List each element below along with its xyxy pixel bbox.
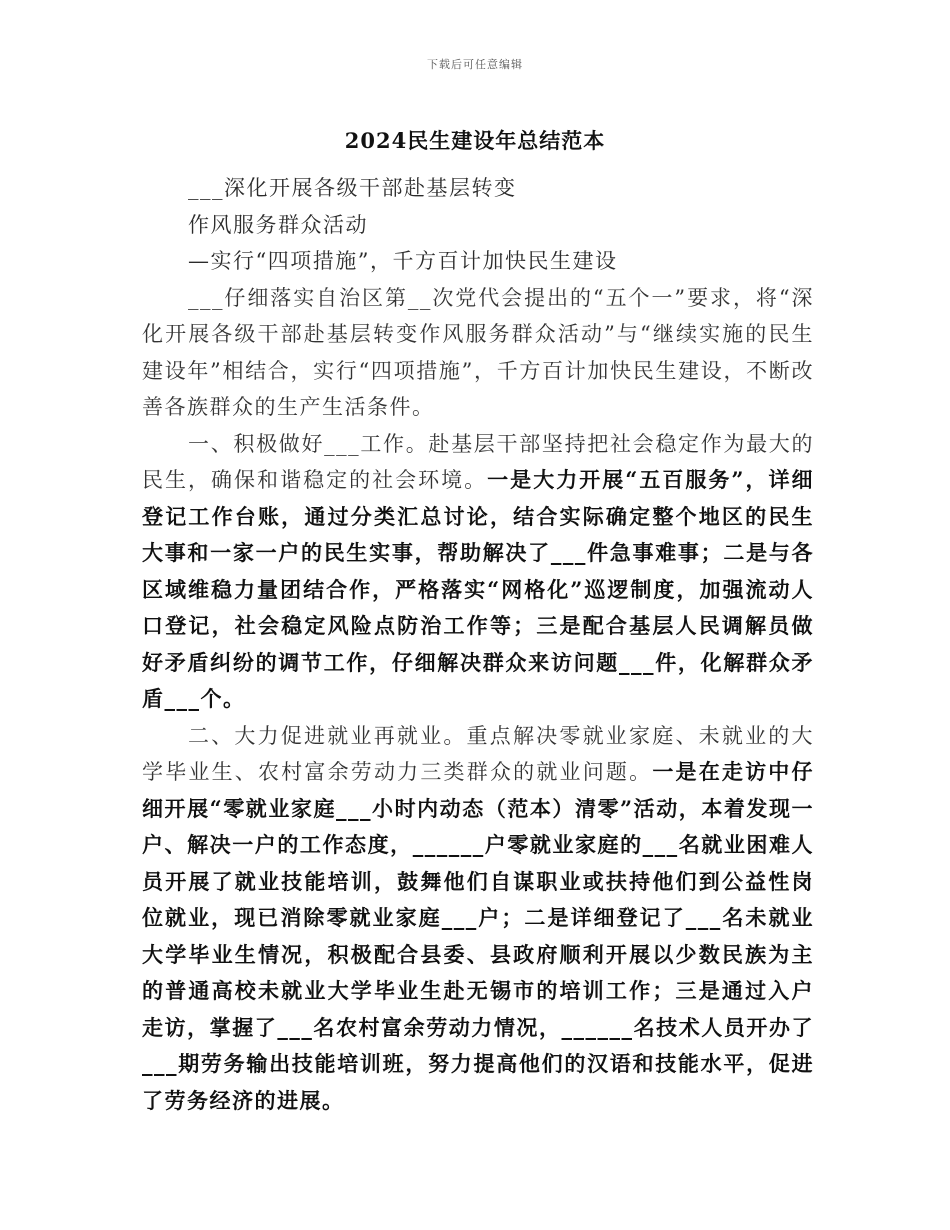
section-2-lead: 二、大力促进就业再就业。重点解决零就业家庭、未就业的大学毕业生、农村富余劳动力三类群众的就业问题。: [142, 723, 814, 784]
section-2-measures: 一是在走访中仔细开展“零就业家庭___小时内动态（范本）清零”活动，本着发现一户、解决一户的工作态度，______户零就业家庭的___名就业困难人员开展了就业技能培训，鼓舞他们自谋职业或扶持他们到公益性岗位就业，现已消除零就业家庭___户；二是详细登记了___名未就业大学毕业生情况，积极配合县委、县政府顺利开展以少数民族为主的普通高校未就业大学毕业生赴无锡市的培训工作；三是通过入户走访，掌握了___名农村富余劳动力情况，______名技术人员开办了___期劳务输出技能培训班，努力提高他们的汉语和技能水平，促进了劳务经济的进展。: [142, 759, 815, 1113]
subtitle-line-3: —实行“四项措施”，千方百计加快民生建设: [188, 249, 618, 273]
section-1-lead: 一、积极做好___工作。赴基层干部坚持把社会稳定作为最大的民生，确保和谐稳定的社会环境。: [142, 431, 814, 492]
paragraph-intro: ___仔细落实自治区第__次党代会提出的“五个一”要求，将“深化开展各级干部赴基层转变作风服务群众活动”与“继续实施的民生建设年”相结合，实行“四项措施”，千方百计加快民生建设，不断改善各族群众的生产生活条件。: [142, 285, 814, 419]
document-title: 2024民生建设年总结范本: [344, 128, 606, 153]
subtitle-line-2: 作风服务群众活动: [188, 212, 368, 237]
paragraph-section-1: [142, 426, 814, 718]
paragraph-section-2: [142, 718, 814, 1120]
section-1-measures: 一是大力开展“五百服务”，详细登记工作台账，通过分类汇总讨论，结合实际确定整个地区的民生大事和一家一户的民生实事，帮助解决了___件急事难事；二是与各区域维稳力量团结合作，严格落实“网格化”巡逻制度，加强流动人口登记，社会稳定风险点防治工作等；三是配合基层人民调解员做好矛盾纠纷的调节工作，仔细解决群众来访问题___件，化解群众矛盾___个。: [142, 467, 814, 711]
document-body: [142, 170, 814, 1119]
subtitle-line-1: ___深化开展各级干部赴基层转变: [188, 176, 517, 200]
header-note: 下载后可任意编辑: [427, 58, 523, 71]
